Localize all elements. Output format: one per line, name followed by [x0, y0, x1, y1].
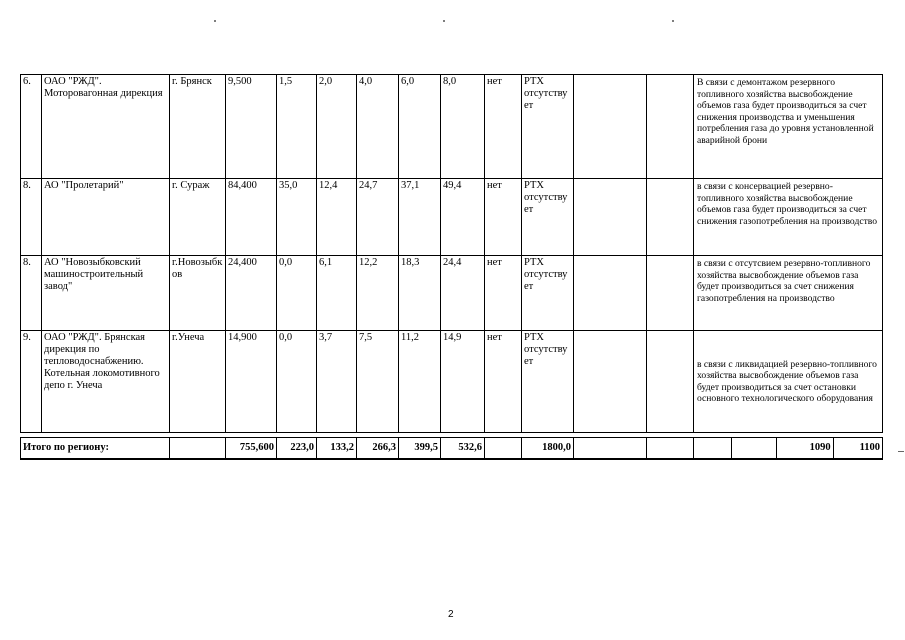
value-cell: 9,500 [226, 75, 277, 179]
total-value: 532,6 [441, 438, 485, 460]
organization: АО "Пролетарий" [42, 179, 170, 256]
empty-cell [647, 331, 694, 433]
value-cell: 35,0 [277, 179, 317, 256]
total-tail [694, 438, 883, 460]
scan-dot [672, 20, 674, 22]
total-value: 223,0 [277, 438, 317, 460]
value-cell: 0,0 [277, 331, 317, 433]
total-tail-grid [694, 438, 882, 458]
total-row [21, 438, 883, 460]
empty-cell [647, 256, 694, 331]
organization: АО "Новозыбковский машиностроительный завод" [42, 256, 170, 331]
total-value: 133,2 [317, 438, 357, 460]
empty-cell [574, 75, 647, 179]
rtx-cell: РТХ отсутствует [522, 179, 574, 256]
empty-cell [574, 179, 647, 256]
total-rtx: 1800,0 [522, 438, 574, 460]
value-cell: 6,1 [317, 256, 357, 331]
page-number: 2 [448, 609, 454, 620]
table-row [21, 75, 883, 179]
value-cell: 84,400 [226, 179, 277, 256]
scan-mark [898, 451, 904, 452]
rtx-cell: РТХ отсутствует [522, 75, 574, 179]
table-row [21, 179, 883, 256]
row-number: 8. [21, 256, 42, 331]
empty-cell [574, 438, 647, 460]
city: г.Новозыбков [170, 256, 226, 331]
note-cell [694, 331, 883, 433]
value-cell: 7,5 [357, 331, 399, 433]
net-cell: нет [485, 179, 522, 256]
net-cell: нет [485, 331, 522, 433]
net-cell: нет [485, 75, 522, 179]
row-number: 6. [21, 75, 42, 179]
row-number: 8. [21, 179, 42, 256]
total-value: 755,600 [226, 438, 277, 460]
value-cell: 24,4 [441, 256, 485, 331]
table-row [21, 331, 883, 433]
total-c1: 1090 [777, 438, 833, 458]
table-row [21, 256, 883, 331]
empty-cell [574, 256, 647, 331]
value-cell: 2,0 [317, 75, 357, 179]
value-cell: 11,2 [399, 331, 441, 433]
empty-cell [170, 438, 226, 460]
value-cell: 24,400 [226, 256, 277, 331]
rtx-cell: РТХ отсутствует [522, 256, 574, 331]
note-text: в связи с ликвидацией резервно-топливного хозяйства высвобождение объемов газа будет производиться за счет остановки основного технологического оборудования [697, 358, 877, 404]
empty-cell [574, 331, 647, 433]
empty-cell [647, 75, 694, 179]
empty-cell [732, 438, 777, 458]
value-cell: 0,0 [277, 256, 317, 331]
rtx-cell: РТХ отсутствует [522, 331, 574, 433]
city: г. Брянск [170, 75, 226, 179]
gas-reduction-table [20, 74, 883, 460]
note-cell: в связи с консервацией резервно-топливного хозяйства высвобождение объемов газа будет производиться за счет снижения газопотребления на производство [694, 179, 883, 256]
row-number: 9. [21, 331, 42, 433]
value-cell: 1,5 [277, 75, 317, 179]
note-cell: в связи с отсутсвием резервно-топливного хозяйства высвобождение объемов газа будет производиться за счет снижения газопотребления на производство [694, 256, 883, 331]
value-cell: 3,7 [317, 331, 357, 433]
scan-dot [443, 20, 445, 22]
value-cell: 49,4 [441, 179, 485, 256]
empty-cell [647, 438, 694, 460]
value-cell: 12,2 [357, 256, 399, 331]
value-cell: 37,1 [399, 179, 441, 256]
value-cell: 14,9 [441, 331, 485, 433]
value-cell: 6,0 [399, 75, 441, 179]
value-cell: 18,3 [399, 256, 441, 331]
empty-cell [647, 179, 694, 256]
value-cell: 4,0 [357, 75, 399, 179]
empty-cell [694, 438, 732, 458]
scan-dot [214, 20, 216, 22]
organization: ОАО "РЖД". Брянская дирекция по тепловодоснабжению. Котельная локомотивного депо г. Унеча [42, 331, 170, 433]
net-cell: нет [485, 256, 522, 331]
organization: ОАО "РЖД". Моторовагонная дирекция [42, 75, 170, 179]
value-cell: 24,7 [357, 179, 399, 256]
city: г.Унеча [170, 331, 226, 433]
value-cell: 12,4 [317, 179, 357, 256]
note-cell: В связи с демонтажом резервного топливного хозяйства высвобождение объемов газа будет производиться за счет снижения производства и уменьшения потребления газа до уровня установленной аварийной брони [694, 75, 883, 179]
total-c2: 1100 [859, 442, 880, 453]
total-value: 399,5 [399, 438, 441, 460]
value-cell: 14,900 [226, 331, 277, 433]
empty-cell [485, 438, 522, 460]
city: г. Сураж [170, 179, 226, 256]
total-value: 266,3 [357, 438, 399, 460]
value-cell: 8,0 [441, 75, 485, 179]
total-label: Итого по региону: [21, 438, 170, 460]
